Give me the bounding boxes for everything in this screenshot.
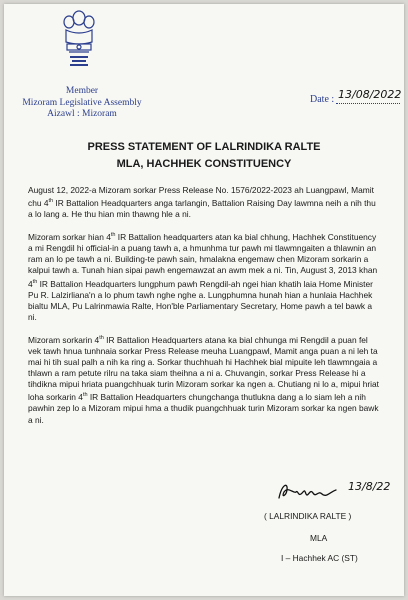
ordinal-suffix: th <box>82 392 88 399</box>
signatory-constituency: I – Hachhek AC (ST) <box>281 553 358 563</box>
letterhead-location: Aizawl : Mizoram <box>47 109 117 119</box>
letterhead-role: Member <box>65 86 99 96</box>
ordinal-suffix: th <box>48 198 54 205</box>
signatory-title: MLA <box>310 533 328 543</box>
paragraph-text: IR Battalion Headquarters anga tarlangin, Battalion Raising Day lawmna neih a nih thu a lo lang a. He thu hian min thawng hle a ni. <box>28 198 376 220</box>
signature-block <box>250 478 400 588</box>
date-field <box>310 88 400 108</box>
paragraph-text: Mizoram sorkarin 4 <box>28 334 100 345</box>
date-label: Date : <box>310 94 335 105</box>
handwritten-signature-icon <box>276 480 340 504</box>
paragraph-text: IR Battalion Headquarters chungchanga thutlukna dang a lo siam leh a nih pawhin zep lo a Mizoram mipui hma a thudik puangchhuak turin Mizoram sorkar ka ngen bawk a ni. <box>28 392 379 425</box>
signatory-name: ( LALRINDIKA RALTE ) <box>264 511 352 521</box>
paragraph-2 <box>28 230 380 323</box>
ordinal-suffix: th <box>110 231 116 238</box>
letterhead <box>12 86 152 121</box>
ordinal-suffix: th <box>99 334 104 341</box>
statement-title <box>0 139 408 172</box>
ordinal-suffix: th <box>32 278 38 285</box>
paragraph-3 <box>28 333 380 426</box>
paragraph-1 <box>28 185 380 220</box>
paragraph-text: Mizoram sorkar hian 4 <box>28 231 111 242</box>
paragraph-text: IR Battalion Headquarters lungphum pawh Rengdil-ah ngei hian khatih laia Home Minister Pu R. Lalzirliana'n a lo phum tawh nghe nghe a. Lungphumna hunah hian a hunlaia Hachhek bialtu MLA, Pu Lalrinmawia Ralte, Hon'ble Parliamentary Secretary, Home pawh a tel bawk a ni. <box>28 278 373 322</box>
state-emblem-icon <box>60 8 98 88</box>
paragraph-text: IR Battalion headquarters atan ka bial chhung, Hachhek Constituency a mi Rengdil hi official-in a puang tawh a, a hmunhma tur pawh mi tlawmngaiten a thlawnin an ram an lo pe tawh a ni. Building-te pawh sain, hmalakna engemaw chen Mizoram sorkarin a kalpui tawh a. Tunah hian sipai pawh engemawzat an awm mek a ni. Tin, August 3, 2013 khan 4 <box>28 231 378 289</box>
paragraph-text: IR Battalion Headquarters atana ka bial chhunga mi Rengdil a puan fel vek tawh hnua tunhnaia sorkar Press Release meuha Luangpawl, Mamit anga puan a ni leh ta mai hi tih sual palh a nih ka ring a. Sorkar thuchhuah hi Hachhek bial mipuite leh tlawmngaia a thlawn a ram petute rilru na taka siam theihna a ni a. Chuvangin, sorkar Press Release hi a tihdikna mipui hriata puangchhuak turin Mizoram sorkar ka ngen a. Chutiang ni lo a, mipui hriat loha sorkarin 4 <box>28 334 380 403</box>
signature-date: 13/8/22 <box>348 480 391 493</box>
title-line-2: MLA, HACHHEK CONSTITUENCY <box>116 157 292 170</box>
letterhead-assembly: Mizoram Legislative Assembly <box>22 97 142 108</box>
statement-body <box>28 185 380 435</box>
paragraph-text: August 12, 2022-a Mizoram sorkar Press Release No. 1576/2022-2023 ah Luangpawl, Mamit chu 4 <box>28 185 374 208</box>
title-line-1: PRESS STATEMENT OF LALRINDIKA RALTE <box>87 141 321 153</box>
date-underline <box>336 103 400 104</box>
date-value: 13/08/2022 <box>338 88 402 101</box>
